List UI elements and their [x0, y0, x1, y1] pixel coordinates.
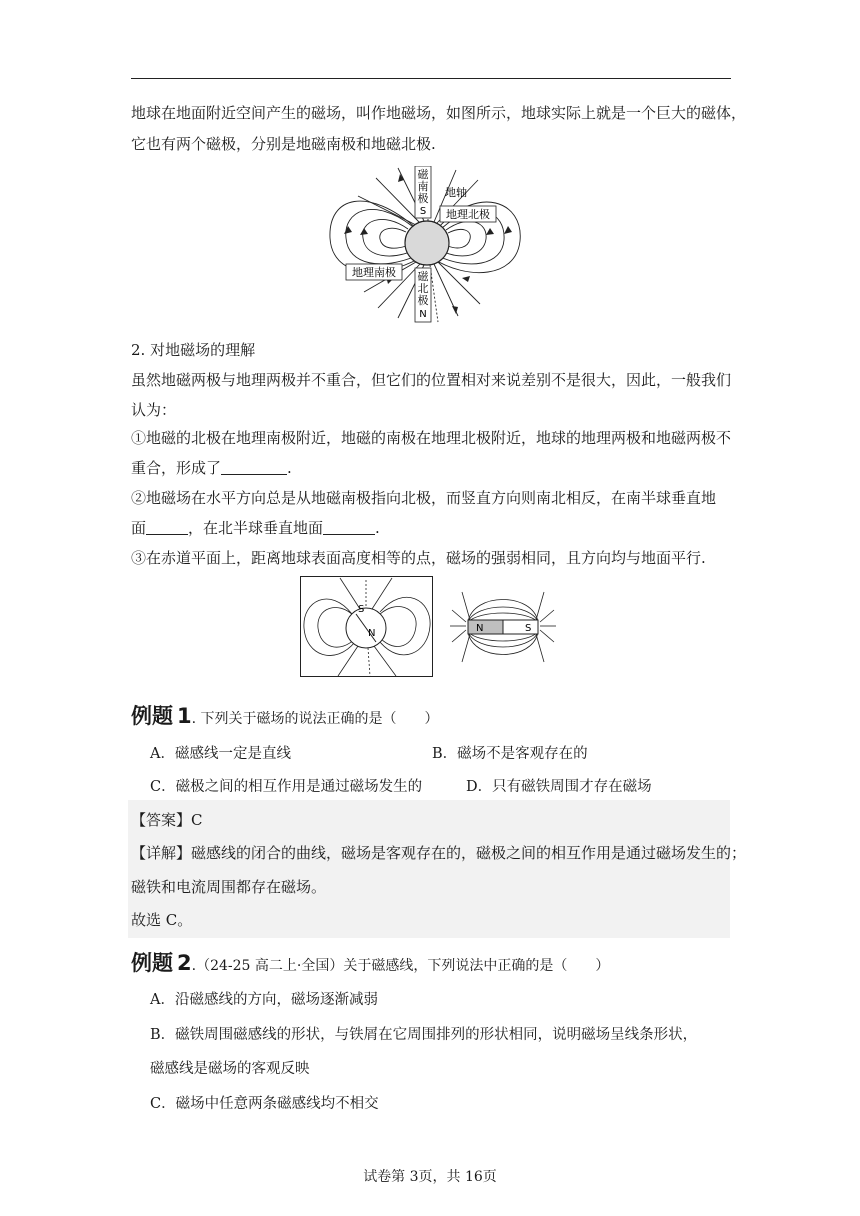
- earth-globe: [405, 221, 449, 265]
- point2-text-2: ，在北半球垂直地面: [188, 519, 324, 537]
- label-mag-north-3: 极: [417, 294, 429, 307]
- globe-n-label: N: [368, 628, 376, 639]
- example1-option-c[interactable]: C．磁极之间的相互作用是通过磁场发生的: [150, 779, 423, 795]
- globe-dipole-figure: [300, 576, 434, 678]
- fill-blank-3[interactable]: [323, 520, 375, 535]
- example2-option-c[interactable]: C．磁场中任意两条磁感线均不相交: [150, 1096, 379, 1112]
- point1-period: .: [287, 459, 292, 477]
- fill-blank-2[interactable]: [146, 520, 188, 535]
- label-mag-south-2: 南: [417, 180, 429, 193]
- example2-title: [131, 947, 731, 977]
- example1-label: 例题: [131, 704, 173, 728]
- magnet-n-label: N: [476, 623, 484, 634]
- point2-period: .: [375, 519, 380, 537]
- label-geo-north: 地理北极: [446, 208, 490, 221]
- point2-text-1: 面: [131, 519, 147, 537]
- example1-detail-1: 【详解】磁感线的闭合的曲线，磁场是客观存在的，磁极之间的相互作用是通过磁场发生的；: [131, 844, 747, 862]
- label-mag-south-3: 极: [417, 192, 429, 205]
- point1-line-2: [131, 458, 731, 478]
- label-mag-north-1: 磁: [417, 270, 429, 283]
- example2-label: 例题: [131, 951, 173, 975]
- fill-blank-1[interactable]: [221, 460, 287, 475]
- point2-line-2: [131, 518, 731, 538]
- example1-option-b[interactable]: B．磁场不是客观存在的: [432, 746, 588, 762]
- example1-detail-2: 磁铁和电流周围都存在磁场。: [131, 878, 327, 896]
- example2-question: .（24-25 高二上·全国）关于磁感线，下列说法中正确的是（ ）: [191, 958, 610, 974]
- label-mag-north-4: N: [419, 309, 427, 320]
- label-mag-south-4: S: [419, 206, 427, 217]
- example1-option-a[interactable]: A．磁感线一定是直线: [150, 746, 291, 762]
- point1-line-1: ①地磁的北极在地理南极附近，地磁的南极在地理北极附近，地球的地理两极和地磁两极不: [131, 429, 732, 447]
- label-geo-south: 地理南极: [352, 266, 396, 279]
- magnet-s-label: S: [525, 623, 532, 634]
- label-mag-south-1: 磁: [417, 168, 429, 181]
- section2-heading: 2. 对地磁场的理解: [131, 341, 256, 359]
- point2-line-1: ②地磁场在水平方向总是从地磁南极指向北极，而竖直方向则南北相反，在南半球垂直地: [131, 489, 717, 507]
- header-rule: [131, 78, 731, 79]
- example1-option-d[interactable]: D．只有磁铁周围才存在磁场: [466, 779, 652, 795]
- intro-line-2: 它也有两个磁极，分别是地磁南极和地磁北极.: [131, 135, 436, 153]
- bar-magnet-figure: [448, 582, 558, 672]
- globe-s-label: S: [358, 604, 365, 615]
- section2-intro-1: 虽然地磁两极与地理两极并不重合，但它们的位置相对来说差别不是很大，因此，一般我们: [131, 371, 732, 389]
- label-earth-axis: 地轴: [445, 186, 467, 199]
- earth-magnetic-field-figure: [328, 166, 528, 324]
- point3-line: ③在赤道平面上，距离地球表面高度相等的点，磁场的强弱相同，且方向均与地面平行.: [131, 549, 706, 567]
- example2-option-b-line-2[interactable]: 磁感线是磁场的客观反映: [150, 1061, 310, 1077]
- example2-option-a[interactable]: A．沿磁感线的方向，磁场逐渐减弱: [150, 992, 378, 1008]
- example1-title: [131, 700, 731, 730]
- example1-answer: 【答案】C: [131, 811, 203, 829]
- page-footer: 试卷第 3页，共 16页: [363, 1169, 497, 1185]
- example2-number: 2: [177, 951, 192, 975]
- section2-intro-2: 认为：: [131, 401, 177, 419]
- intro-line-1: 地球在地面附近空间产生的磁场，叫作地磁场，如图所示，地球实际上就是一个巨大的磁体，: [131, 104, 747, 122]
- example1-number: 1: [177, 704, 192, 728]
- example1-question: . 下列关于磁场的说法正确的是（ ）: [191, 711, 439, 727]
- label-mag-north-2: 北: [417, 282, 429, 295]
- example1-conclusion: 故选 C。: [131, 911, 193, 929]
- example2-option-b-line-1[interactable]: B．磁铁周围磁感线的形状，与铁屑在它周围排列的形状相同，说明磁场呈线条形状，: [150, 1027, 698, 1043]
- point1-text: 重合，形成了: [131, 459, 222, 477]
